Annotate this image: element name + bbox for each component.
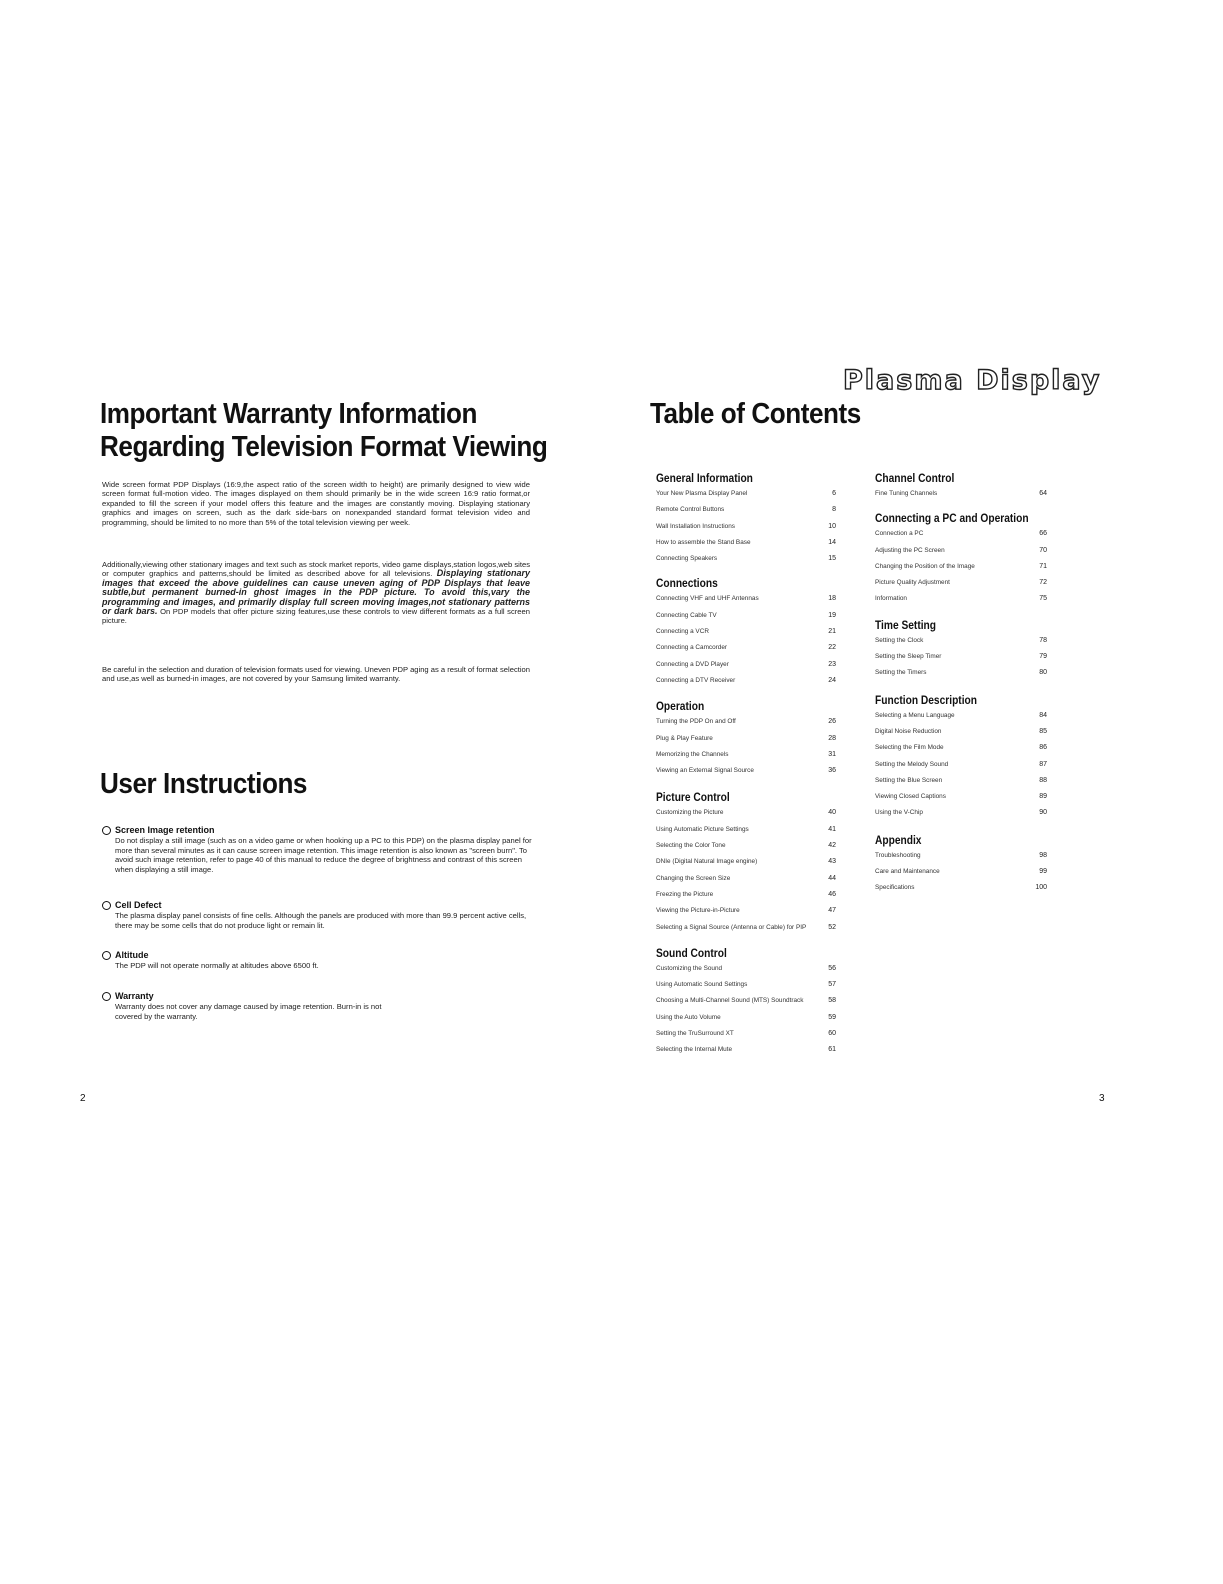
- toc-entry-label: Connecting a VCR: [656, 628, 709, 636]
- toc-entry-page: 72: [1039, 579, 1047, 587]
- instruction-body: The PDP will not operate normally at altitudes above 6500 ft.: [115, 961, 319, 970]
- instruction-cell-defect: [102, 900, 532, 930]
- toc-entry-label: Setting the Melody Sound: [875, 760, 949, 768]
- toc-entry-label: Wall Installation Instructions: [656, 522, 735, 530]
- toc-entry-page: 70: [1039, 546, 1047, 554]
- toc-section-heading: Picture Control: [656, 790, 730, 805]
- toc-left-column: [656, 470, 836, 1059]
- toc-entry[interactable]: [875, 708, 1047, 724]
- toc-entry-label: Selecting the Internal Mute: [656, 1046, 733, 1054]
- toc-entry-page: 56: [828, 964, 836, 972]
- toc-entry-page: 6: [832, 490, 836, 497]
- circle-bullet-icon: [102, 992, 111, 1001]
- toc-entry-label: Remote Control Buttons: [656, 506, 725, 514]
- toc-entry-page: 57: [828, 981, 836, 989]
- toc-section: [875, 692, 1047, 822]
- toc-entry-page: 14: [828, 538, 836, 546]
- toc-entry-label: Setting the Blue Screen: [875, 776, 943, 784]
- toc-entry[interactable]: [875, 773, 1047, 789]
- toc-entry-label: Picture Quality Adjustment: [875, 579, 950, 587]
- toc-entry-page: 8: [832, 506, 836, 514]
- toc-entry-page: 100: [1035, 884, 1047, 892]
- toc-section-heading: Appendix: [875, 832, 922, 847]
- circle-bullet-icon: [102, 826, 111, 835]
- toc-entry-label: Care and Maintenance: [875, 868, 940, 876]
- toc-entry-label: Using the Auto Volume: [656, 1013, 721, 1021]
- toc-entry-label: Selecting the Film Mode: [875, 744, 944, 752]
- toc-entry[interactable]: [875, 633, 1047, 649]
- toc-entry[interactable]: [656, 993, 836, 1009]
- instruction-warranty: [102, 991, 402, 1021]
- toc-section: [875, 832, 1047, 897]
- toc-entry[interactable]: [875, 789, 1047, 805]
- toc-entry[interactable]: [875, 864, 1047, 880]
- toc-entry-page: 31: [828, 750, 836, 758]
- toc-entry[interactable]: [656, 551, 836, 567]
- page-number-right: 3: [1099, 1093, 1105, 1104]
- toc-section-heading: Time Setting: [875, 617, 937, 632]
- toc-entry-page: 23: [828, 660, 836, 668]
- toc-entry-label: Your New Plasma Display Panel: [656, 490, 748, 497]
- toc-entry-page: 18: [828, 595, 836, 603]
- toc-entry-label: Setting the Sleep Timer: [875, 653, 942, 661]
- right-page: [612, 0, 1223, 1584]
- toc-entry-label: Choosing a Multi-Channel Sound (MTS) Soundtrack: [656, 997, 804, 1005]
- toc-entry-page: 19: [828, 611, 836, 619]
- toc-entry[interactable]: [656, 673, 836, 689]
- toc-entry-page: 41: [828, 825, 836, 833]
- toc-entry-label: Setting the TruSurround XT: [656, 1030, 734, 1038]
- toc-section: [656, 698, 836, 779]
- toc-entry[interactable]: [875, 591, 1047, 607]
- toc-title: Table of Contents: [650, 398, 861, 430]
- toc-entry-page: 80: [1039, 669, 1047, 677]
- toc-section: [656, 789, 836, 935]
- instruction-heading: Screen Image retention: [115, 825, 215, 835]
- toc-entry-page: 85: [1039, 727, 1047, 735]
- toc-entry-page: 10: [828, 522, 836, 530]
- toc-entry[interactable]: [656, 640, 836, 656]
- toc-entry-label: Connecting a DVD Player: [656, 660, 729, 668]
- toc-entry-page: 59: [828, 1013, 836, 1021]
- toc-entry[interactable]: [656, 591, 836, 607]
- toc-section-heading: Connections: [656, 576, 718, 591]
- toc-entry-page: 90: [1039, 809, 1047, 817]
- circle-bullet-icon: [102, 951, 111, 960]
- toc-entry[interactable]: [875, 559, 1047, 575]
- toc-entry-page: 43: [828, 858, 836, 866]
- circle-bullet-icon: [102, 901, 111, 910]
- instruction-body: Do not display a still image (such as on a video game or when hooking up a PC to this PDP) on the plasma display panel for more than several minutes as it can cause screen image retention. This image retention is also known as "screen burn". To avoid such image retention, refer to page 40 of this manual to reduce the degree of brightness and contrast of this screen when displaying a still image.: [115, 836, 532, 874]
- toc-entry-label: Using Automatic Picture Settings: [656, 825, 749, 833]
- toc-section: [656, 470, 836, 567]
- toc-entry-label: Plug & Play Feature: [656, 734, 713, 742]
- toc-entry[interactable]: [656, 535, 836, 551]
- toc-entry-label: How to assemble the Stand Base: [656, 538, 751, 546]
- toc-entry[interactable]: [875, 757, 1047, 773]
- toc-entry-label: Viewing the Picture-in-Picture: [656, 907, 740, 915]
- toc-entry-page: 46: [828, 890, 836, 898]
- toc-entry-label: Changing the Position of the Image: [875, 562, 975, 570]
- toc-entry[interactable]: [656, 608, 836, 624]
- toc-entry[interactable]: [656, 486, 836, 502]
- toc-entry-page: 58: [828, 997, 836, 1005]
- toc-entry-label: Customizing the Sound: [656, 964, 723, 972]
- toc-right-column: [875, 470, 1047, 897]
- toc-entry[interactable]: [656, 519, 836, 535]
- toc-entry[interactable]: [656, 714, 836, 730]
- toc-section-heading: Connecting a PC and Operation: [875, 511, 1029, 526]
- warranty-title-line2: Regarding Television Format Viewing: [100, 431, 548, 463]
- toc-entry-page: 42: [828, 842, 836, 850]
- toc-entry[interactable]: [875, 543, 1047, 559]
- toc-entry-page: 36: [828, 767, 836, 775]
- plasma-display-logo: Plasma Display: [843, 365, 1102, 396]
- toc-entry-page: 22: [828, 644, 836, 652]
- warranty-paragraph-2-tail: On PDP models that offer picture sizing features,use these controls to view different formats as a full screen picture.: [102, 607, 530, 626]
- toc-entry-page: 78: [1039, 636, 1047, 644]
- toc-section: [656, 575, 836, 689]
- toc-section-heading: General Information: [656, 471, 753, 485]
- toc-entry[interactable]: [656, 822, 836, 838]
- toc-entry[interactable]: [656, 1026, 836, 1042]
- toc-entry-page: 99: [1039, 868, 1047, 876]
- toc-entry-label: Using the V-Chip: [875, 809, 923, 817]
- toc-entry-page: 24: [828, 676, 836, 684]
- user-instructions-title: User Instructions: [100, 768, 307, 800]
- toc-entry-label: Selecting the Color Tone: [656, 842, 726, 850]
- instruction-heading: Cell Defect: [115, 900, 162, 910]
- instruction-heading: Altitude: [115, 950, 149, 960]
- toc-entry[interactable]: [875, 526, 1047, 542]
- toc-section-heading: Channel Control: [875, 471, 955, 485]
- toc-entry-label: Connecting a Camcorder: [656, 644, 728, 652]
- toc-section: [875, 470, 1047, 502]
- toc-entry[interactable]: [875, 880, 1047, 896]
- warranty-title-line1: Important Warranty Information: [100, 398, 478, 430]
- toc-entry-label: Memorizing the Channels: [656, 750, 729, 758]
- toc-entry-label: DNIe (Digital Natural Image engine): [656, 858, 758, 866]
- toc-entry-page: 44: [828, 874, 836, 882]
- warranty-paragraph-2: [102, 560, 530, 626]
- toc-entry-page: 40: [828, 809, 836, 817]
- instruction-altitude: [102, 950, 532, 971]
- toc-entry-label: Digital Noise Reduction: [875, 727, 942, 735]
- toc-entry-label: Connecting Cable TV: [656, 611, 717, 619]
- toc-section: [656, 945, 836, 1059]
- toc-entry-label: Freezing the Picture: [656, 890, 714, 898]
- toc-entry[interactable]: [656, 805, 836, 821]
- toc-entry-label: Viewing an External Signal Source: [656, 767, 754, 775]
- toc-section: [875, 617, 1047, 682]
- toc-entry[interactable]: [656, 1010, 836, 1026]
- toc-entry-page: 98: [1039, 851, 1047, 859]
- instruction-heading: Warranty: [115, 991, 154, 1001]
- toc-entry-label: Selecting a Signal Source (Antenna or Cable) for PIP: [656, 923, 807, 931]
- toc-entry-label: Connecting a DTV Receiver: [656, 676, 736, 684]
- toc-entry-label: Setting the Clock: [875, 636, 924, 644]
- toc-entry-page: 15: [828, 555, 836, 563]
- toc-entry-page: 28: [828, 734, 836, 742]
- toc-entry[interactable]: [656, 1042, 836, 1058]
- toc-entry[interactable]: [875, 575, 1047, 591]
- toc-section-heading: Sound Control: [656, 945, 727, 960]
- toc-entry[interactable]: [656, 763, 836, 779]
- toc-entry-page: 64: [1039, 490, 1047, 497]
- toc-entry-page: 21: [828, 628, 836, 636]
- instruction-body: The plasma display panel consists of fine cells. Although the panels are produced with more than 99.9 percent active cells, there may be some cells that do not produce light or remain lit.: [115, 911, 527, 930]
- toc-entry[interactable]: [656, 854, 836, 870]
- toc-entry[interactable]: [656, 731, 836, 747]
- toc-entry-page: 47: [828, 907, 836, 915]
- toc-section-heading: Function Description: [875, 692, 977, 707]
- toc-entry-page: 88: [1039, 776, 1047, 784]
- toc-entry[interactable]: [875, 665, 1047, 681]
- toc-entry-page: 60: [828, 1030, 836, 1038]
- toc-entry[interactable]: [875, 805, 1047, 821]
- warranty-paragraph-2-emphasis: Displaying stationary images that exceed the above guidelines can cause uneven aging of PDP Displays that leave subtle,but permanent burned-in ghost images in the PDP picture. To avoid this,vary the programming and images, and primarily display full screen moving images,not stationary patterns or dark bars.: [102, 568, 530, 617]
- toc-entry-page: 61: [828, 1046, 836, 1054]
- toc-entry[interactable]: [656, 961, 836, 977]
- instruction-body: Warranty does not cover any damage caused by image retention. Burn-in is not covered by the warranty.: [115, 1002, 382, 1021]
- toc-entry-label: Setting the Timers: [875, 669, 927, 677]
- toc-entry-label: Specifications: [875, 884, 915, 892]
- toc-entry[interactable]: [656, 502, 836, 518]
- toc-entry-label: Viewing Closed Captions: [875, 793, 946, 801]
- toc-entry-page: 79: [1039, 653, 1047, 661]
- toc-entry-label: Customizing the Picture: [656, 809, 724, 817]
- toc-entry-label: Connecting VHF and UHF Antennas: [656, 595, 759, 603]
- toc-entry-label: Changing the Screen Size: [656, 874, 731, 882]
- toc-entry[interactable]: [656, 871, 836, 887]
- toc-entry[interactable]: [656, 887, 836, 903]
- toc-entry-label: Adjusting the PC Screen: [875, 546, 945, 554]
- toc-entry[interactable]: [875, 740, 1047, 756]
- toc-entry-label: Fine Tuning Channels: [875, 490, 938, 497]
- toc-entry-label: Troubleshooting: [875, 851, 921, 859]
- toc-entry[interactable]: [656, 920, 836, 936]
- toc-entry-label: Connection a PC: [875, 530, 924, 538]
- toc-entry-page: 87: [1039, 760, 1047, 768]
- toc-entry[interactable]: [875, 649, 1047, 665]
- toc-entry-page: 86: [1039, 744, 1047, 752]
- warranty-paragraph-2-normal: Additionally,viewing other stationary images and text such as stock market reports, video game displays,station logos,web sites or computer graphics and patterns,should be limited as described above for all televisions.: [102, 560, 530, 579]
- toc-entry[interactable]: [656, 977, 836, 993]
- warranty-paragraph-1: Wide screen format PDP Displays (16:9,the aspect ratio of the screen width to height) are primarily designed to view wide screen format full-motion video. The images displayed on them should primarily be in the wide screen 16:9 ratio format,or expanded to fill the screen if your model offers this feature and the images are constantly moving. Displaying stationary graphics and images on screen, such as the dark side-bars on nonexpanded standard format television video and programming, should be limited to no more than 5% of the total television viewing per week.: [102, 480, 530, 527]
- toc-entry[interactable]: [875, 848, 1047, 864]
- toc-entry-page: 52: [828, 923, 836, 931]
- toc-section: [875, 510, 1047, 607]
- page-number-left: 2: [80, 1093, 86, 1104]
- toc-entry[interactable]: [656, 747, 836, 763]
- toc-entry-label: Turning the PDP On and Off: [656, 718, 736, 726]
- toc-entry-page: 26: [828, 718, 836, 726]
- toc-entry[interactable]: [656, 657, 836, 673]
- toc-entry[interactable]: [656, 624, 836, 640]
- toc-entry-label: Selecting a Menu Language: [875, 711, 955, 719]
- toc-entry[interactable]: [875, 724, 1047, 740]
- toc-entry-page: 66: [1039, 530, 1047, 538]
- toc-entry-label: Information: [875, 595, 907, 603]
- toc-entry-page: 84: [1039, 711, 1047, 719]
- toc-entry-page: 75: [1039, 595, 1047, 603]
- toc-entry[interactable]: [656, 838, 836, 854]
- instruction-screen-image-retention: [102, 825, 532, 874]
- toc-entry-label: Using Automatic Sound Settings: [656, 981, 748, 989]
- toc-entry[interactable]: [656, 903, 836, 919]
- warranty-paragraph-3: Be careful in the selection and duration of television formats used for viewing. Uneven PDP aging as a result of format selection and use,as well as burned-in images, are not covered by your Samsung limited warranty.: [102, 665, 530, 684]
- toc-entry-page: 71: [1039, 562, 1047, 570]
- toc-entry-page: 89: [1039, 793, 1047, 801]
- toc-entry[interactable]: [875, 486, 1047, 502]
- toc-entry-label: Connecting Speakers: [656, 555, 718, 563]
- toc-section-heading: Operation: [656, 699, 705, 714]
